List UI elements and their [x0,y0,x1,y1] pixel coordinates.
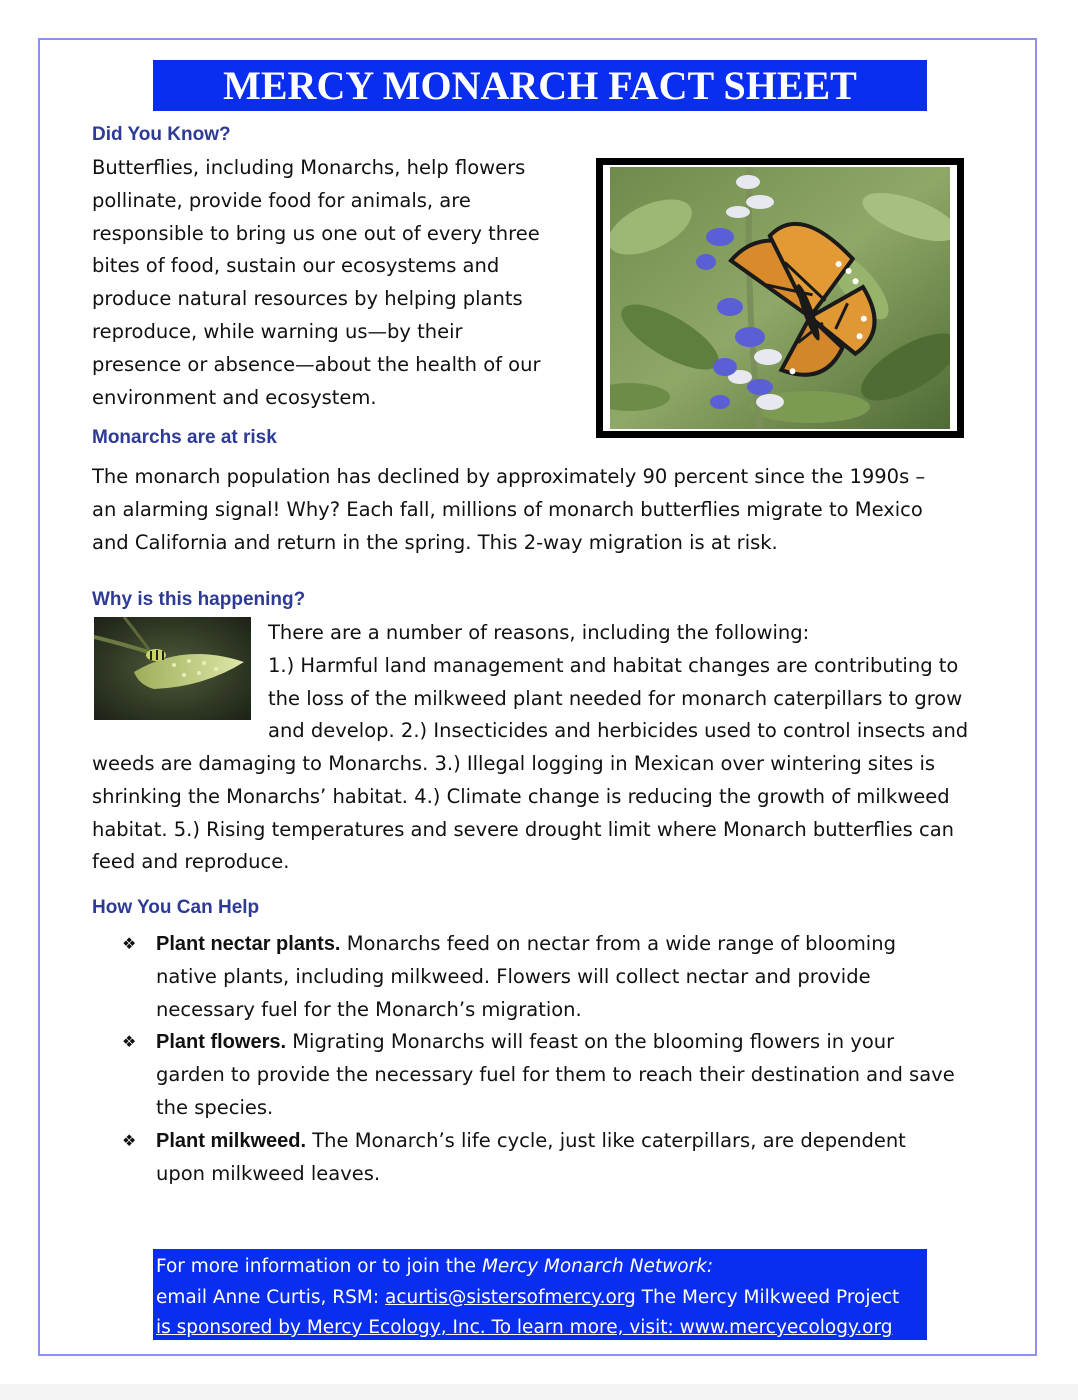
bullet-lead: Plant nectar plants. [156,933,341,955]
list-item [122,1026,1022,1124]
text-line: pollinate, provide food for animals, are [92,188,471,212]
list-item [122,928,1022,1026]
text-line: weeds are damaging to Monarchs. 3.) Illegal logging in Mexican over wintering sites is [92,752,936,775]
bullet-lead: Plant milkweed. [156,1129,307,1152]
text-line: responsible to bring us one out of every three [92,221,540,245]
footer-text: email Anne Curtis, RSM: [156,1286,385,1308]
text-line: and develop. 2.) Insecticides and herbicides used to control insects and [268,719,969,743]
diamond-bullet-icon: ❖ [122,1130,137,1150]
text-line: presence or absence—about the health of our [92,352,541,376]
monarchs-at-risk-paragraph [92,461,1027,559]
diamond-bullet-icon: ❖ [122,934,137,953]
list-item [122,1125,1022,1191]
why-happening-full-text [92,748,1028,879]
text-line: The monarch population has declined by approximately 90 percent since the 1990s – [92,465,926,488]
bullet-text: garden to provide the necessary fuel for them to reach their destination and save [156,1063,955,1087]
bullet-text: the species. [156,1095,274,1119]
milkweed-caterpillar-photo [94,617,251,720]
footer-text: The Mercy Milkweed Project [635,1286,900,1308]
bullet-text: Migrating Monarchs will feast on the blooming flowers in your [286,1030,895,1054]
text-line: reproduce, while warning us—by their [92,319,463,343]
text-line: feed and reproduce. [92,850,290,874]
monarch-butterfly-photo [610,167,950,429]
text-line: bites of food, sustain our ecosystems and [92,254,500,278]
text-line: the loss of the milkweed plant needed for monarch caterpillars to grow [268,686,963,710]
text-line: shrinking the Monarchs’ habitat. 4.) Climate change is reducing the growth of milkweed [92,784,950,808]
footer-text: For more information or to join the [156,1256,482,1277]
text-line: There are a number of reasons, including the following: [268,621,810,644]
page-title: MERCY MONARCH FACT SHEET [153,60,927,111]
heading-how-you-can-help: How You Can Help [92,897,260,918]
bullet-text: Monarchs feed on nectar from a wide range of blooming [340,932,896,955]
heading-did-you-know: Did You Know? [92,124,231,145]
diamond-bullet-icon: ❖ [122,1032,137,1052]
footer-text: is sponsored by Mercy Ecology, Inc. To learn more, visit: [156,1317,680,1338]
help-bullet-list [122,928,1022,1190]
heading-why-is-this-happening: Why is this happening? [92,589,306,610]
text-line: habitat. 5.) Rising temperatures and severe drought limit where Monarch butterflies can [92,817,954,841]
bullet-lead: Plant flowers. [156,1031,287,1054]
heading-monarchs-at-risk: Monarchs are at risk [92,427,277,448]
bullet-text: upon milkweed leaves. [156,1161,381,1185]
text-line: Butterflies, including Monarchs, help flowers [92,156,526,179]
text-line: an alarming signal! Why? Each fall, millions of monarch butterflies migrate to Mexico [92,497,923,521]
bullet-text: necessary fuel for the Monarch’s migration. [156,997,582,1021]
text-line: produce natural resources by helping plants [92,287,523,311]
did-you-know-paragraph [92,152,582,414]
bullet-text: The Monarch’s life cycle, just like caterpillars, are dependent [306,1128,906,1152]
network-name: Mercy Monarch Network: [481,1256,714,1277]
bullet-text: native plants, including milkweed. Flowers will collect nectar and provide [156,964,871,988]
text-line: and California and return in the spring. This 2-way migration is at risk. [92,530,778,554]
text-line: environment and ecosystem. [92,385,377,409]
contact-footer-banner [153,1249,927,1340]
website-link[interactable]: www.mercyecology.org [679,1317,893,1338]
monarch-butterfly-photo-frame [596,158,964,438]
why-happening-indented-text [268,617,1028,748]
text-line: 1.) Harmful land management and habitat changes are contributing to [268,653,959,677]
email-link[interactable]: acurtis@sistersofmercy.org [384,1286,636,1308]
